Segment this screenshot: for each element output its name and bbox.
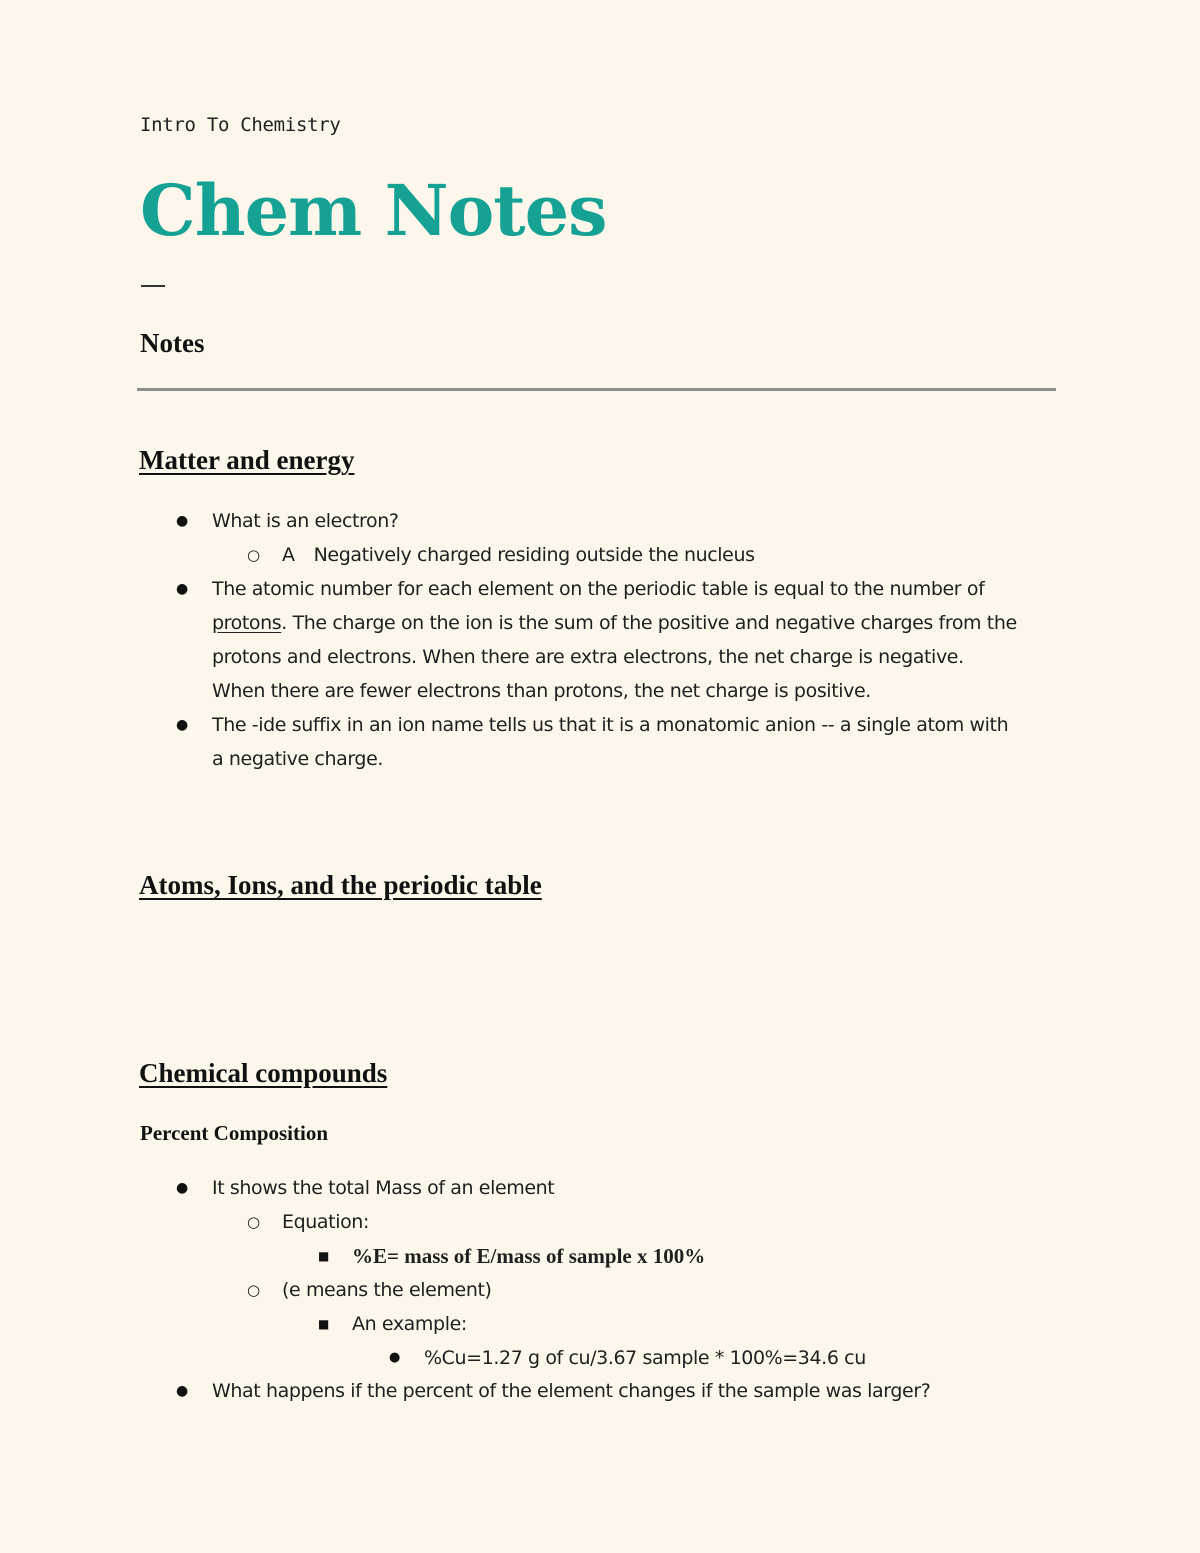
hollow-circle-bullet-icon: ○ xyxy=(247,546,261,564)
list-item: (e means the element) xyxy=(282,1279,492,1301)
list-item-answer xyxy=(282,538,755,572)
equation-text: %E= mass of E/mass of sample x 100% xyxy=(352,1244,706,1268)
document-title: Chem Notes xyxy=(140,169,607,252)
list-item-line: a negative charge. xyxy=(212,748,384,770)
hollow-circle-bullet-icon: ○ xyxy=(247,1281,261,1299)
square-bullet-icon: ■ xyxy=(318,1317,330,1331)
horizontal-rule xyxy=(137,388,1056,391)
square-bullet-icon: ■ xyxy=(318,1249,330,1263)
list-item-line: The -ide suffix in an ion name tells us that it is a monatomic anion -- a single atom with xyxy=(212,714,1009,736)
list-item: What happens if the percent of the element changes if the sample was larger? xyxy=(212,1380,931,1402)
list-item-text: . The charge on the ion is the sum of the positive and negative charges from the xyxy=(281,612,1017,634)
list-item-line: The atomic number for each element on the periodic table is equal to the number of xyxy=(212,578,985,600)
bullet-dot-icon: ● xyxy=(176,1383,189,1399)
bullet-dot-icon: ● xyxy=(389,1350,401,1365)
answer-marker: A xyxy=(282,544,295,566)
bullet-dot-icon: ● xyxy=(176,717,189,733)
list-item-line: protons and electrons. When there are extra electrons, the net charge is negative. xyxy=(212,646,964,668)
title-dash xyxy=(141,285,165,287)
answer-text: Negatively charged residing outside the nucleus xyxy=(313,544,755,566)
section-heading-chemical-compounds: Chemical compounds xyxy=(139,1058,388,1088)
section-heading-atoms-ions: Atoms, Ions, and the periodic table xyxy=(139,870,542,900)
list-item-line: When there are fewer electrons than protons, the net charge is positive. xyxy=(212,680,871,702)
list-item: An example: xyxy=(352,1313,467,1335)
list-item: It shows the total Mass of an element xyxy=(212,1177,555,1199)
section-heading-matter-energy: Matter and energy xyxy=(139,445,355,475)
notes-heading: Notes xyxy=(140,328,205,358)
list-item: Equation: xyxy=(282,1211,369,1233)
document-subtitle: Intro To Chemistry xyxy=(140,114,341,136)
hollow-circle-bullet-icon: ○ xyxy=(247,1213,261,1231)
list-item: What is an electron? xyxy=(212,510,399,532)
list-item-line xyxy=(212,606,1017,640)
list-item: %Cu=1.27 g of cu/3.67 sample * 100%=34.6 cu xyxy=(424,1347,866,1369)
bullet-dot-icon: ● xyxy=(176,1180,189,1196)
bullet-dot-icon: ● xyxy=(176,581,189,597)
bullet-dot-icon: ● xyxy=(176,513,189,529)
subheading-percent-composition: Percent Composition xyxy=(140,1121,329,1145)
protons-link[interactable]: protons xyxy=(212,612,282,634)
